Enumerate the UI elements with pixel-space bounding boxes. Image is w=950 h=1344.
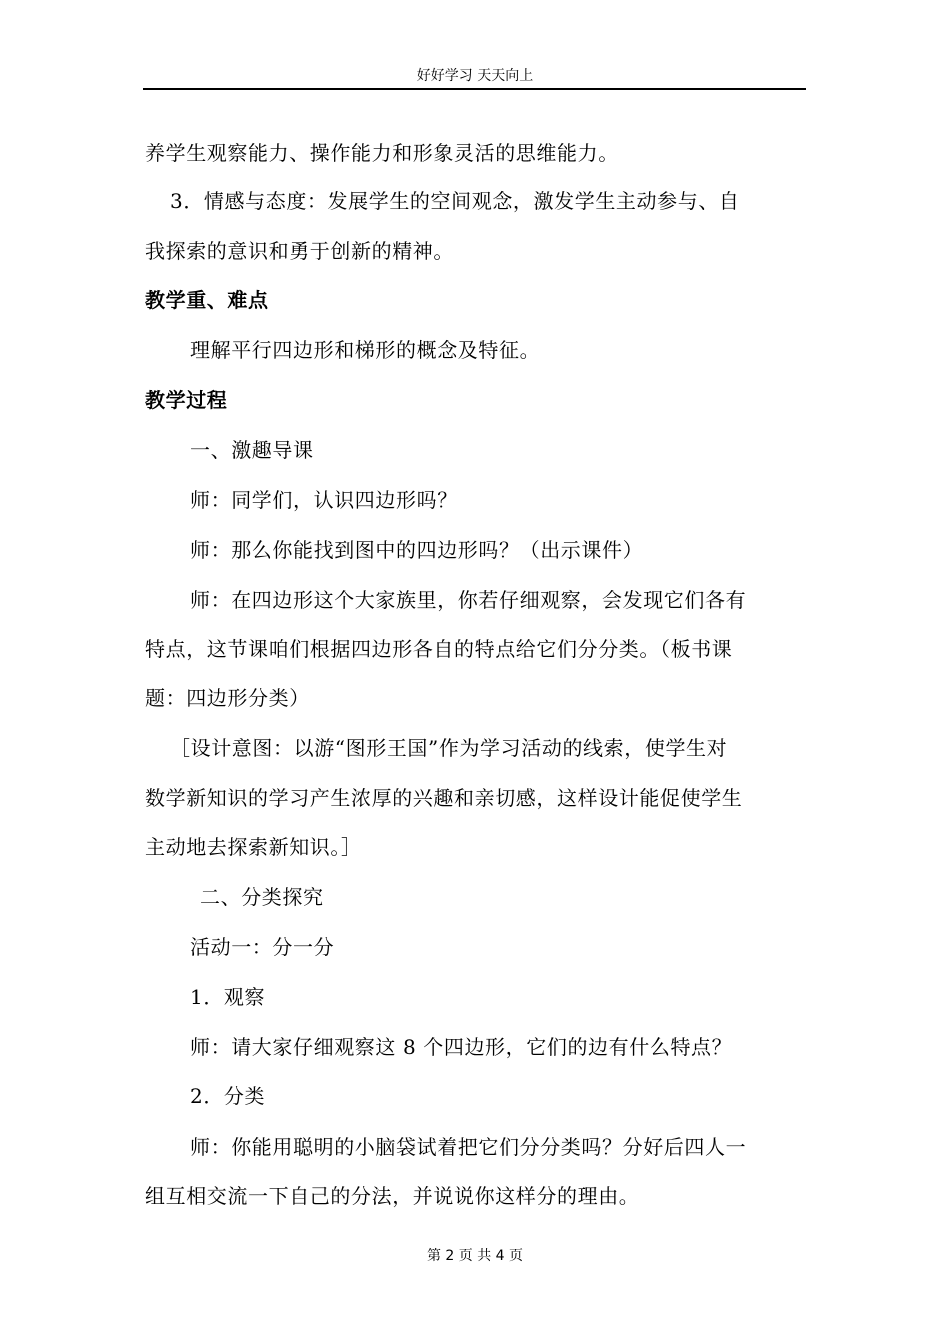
paragraph-line: 组互相交流一下自己的分法，并说说你这样分的理由。 [145,1184,640,1208]
paragraph-line: 师：那么你能找到图中的四边形吗？（出示课件） [190,538,644,562]
paragraph-line: 理解平行四边形和梯形的概念及特征。 [190,338,541,362]
paragraph-line: 我探索的意识和勇于创新的精神。 [145,239,454,263]
section-heading: 教学过程 [145,388,228,412]
subsection-heading: 二、分类探究 [200,885,324,909]
design-intent-note: ［设计意图：以游“图形王国”作为学习活动的线索，使学生对 [170,736,728,760]
paragraph-line: 师：同学们，认识四边形吗？ [190,488,458,512]
design-intent-note: 数学新知识的学习产生浓厚的兴趣和亲切感，这样设计能促使学生 [145,786,743,810]
step-heading: 1．观察 [190,985,266,1009]
design-intent-note: 主动地去探索新知识。］ [145,835,362,859]
activity-heading: 活动一：分一分 [190,935,335,959]
page-number: 第 2 页 共 4 页 [426,1248,524,1264]
section-heading: 教学重、难点 [145,288,269,312]
paragraph-line: 题：四边形分类） [145,686,310,710]
paragraph-line: 师：在四边形这个大家族里，你若仔细观察，会发现它们各有 [190,588,747,612]
step-heading: 2．分类 [190,1084,266,1108]
subsection-heading: 一、激趣导课 [190,438,314,462]
paragraph-line: 师：请大家仔细观察这 8 个四边形，它们的边有什么特点？ [190,1035,733,1059]
paragraph-line: 特点，这节课咱们根据四边形各自的特点给它们分分类。（板书课 [145,637,733,661]
header-divider [143,88,806,90]
paragraph-line: 养学生观察能力、操作能力和形象灵活的思维能力。 [145,141,619,165]
paragraph-line: 3．情感与态度：发展学生的空间观念，激发学生主动参与、自 [170,189,740,213]
page-header: 好好学习 天天向上 [416,68,534,84]
paragraph-line: 师：你能用聪明的小脑袋试着把它们分分类吗？分好后四人一 [190,1135,747,1159]
